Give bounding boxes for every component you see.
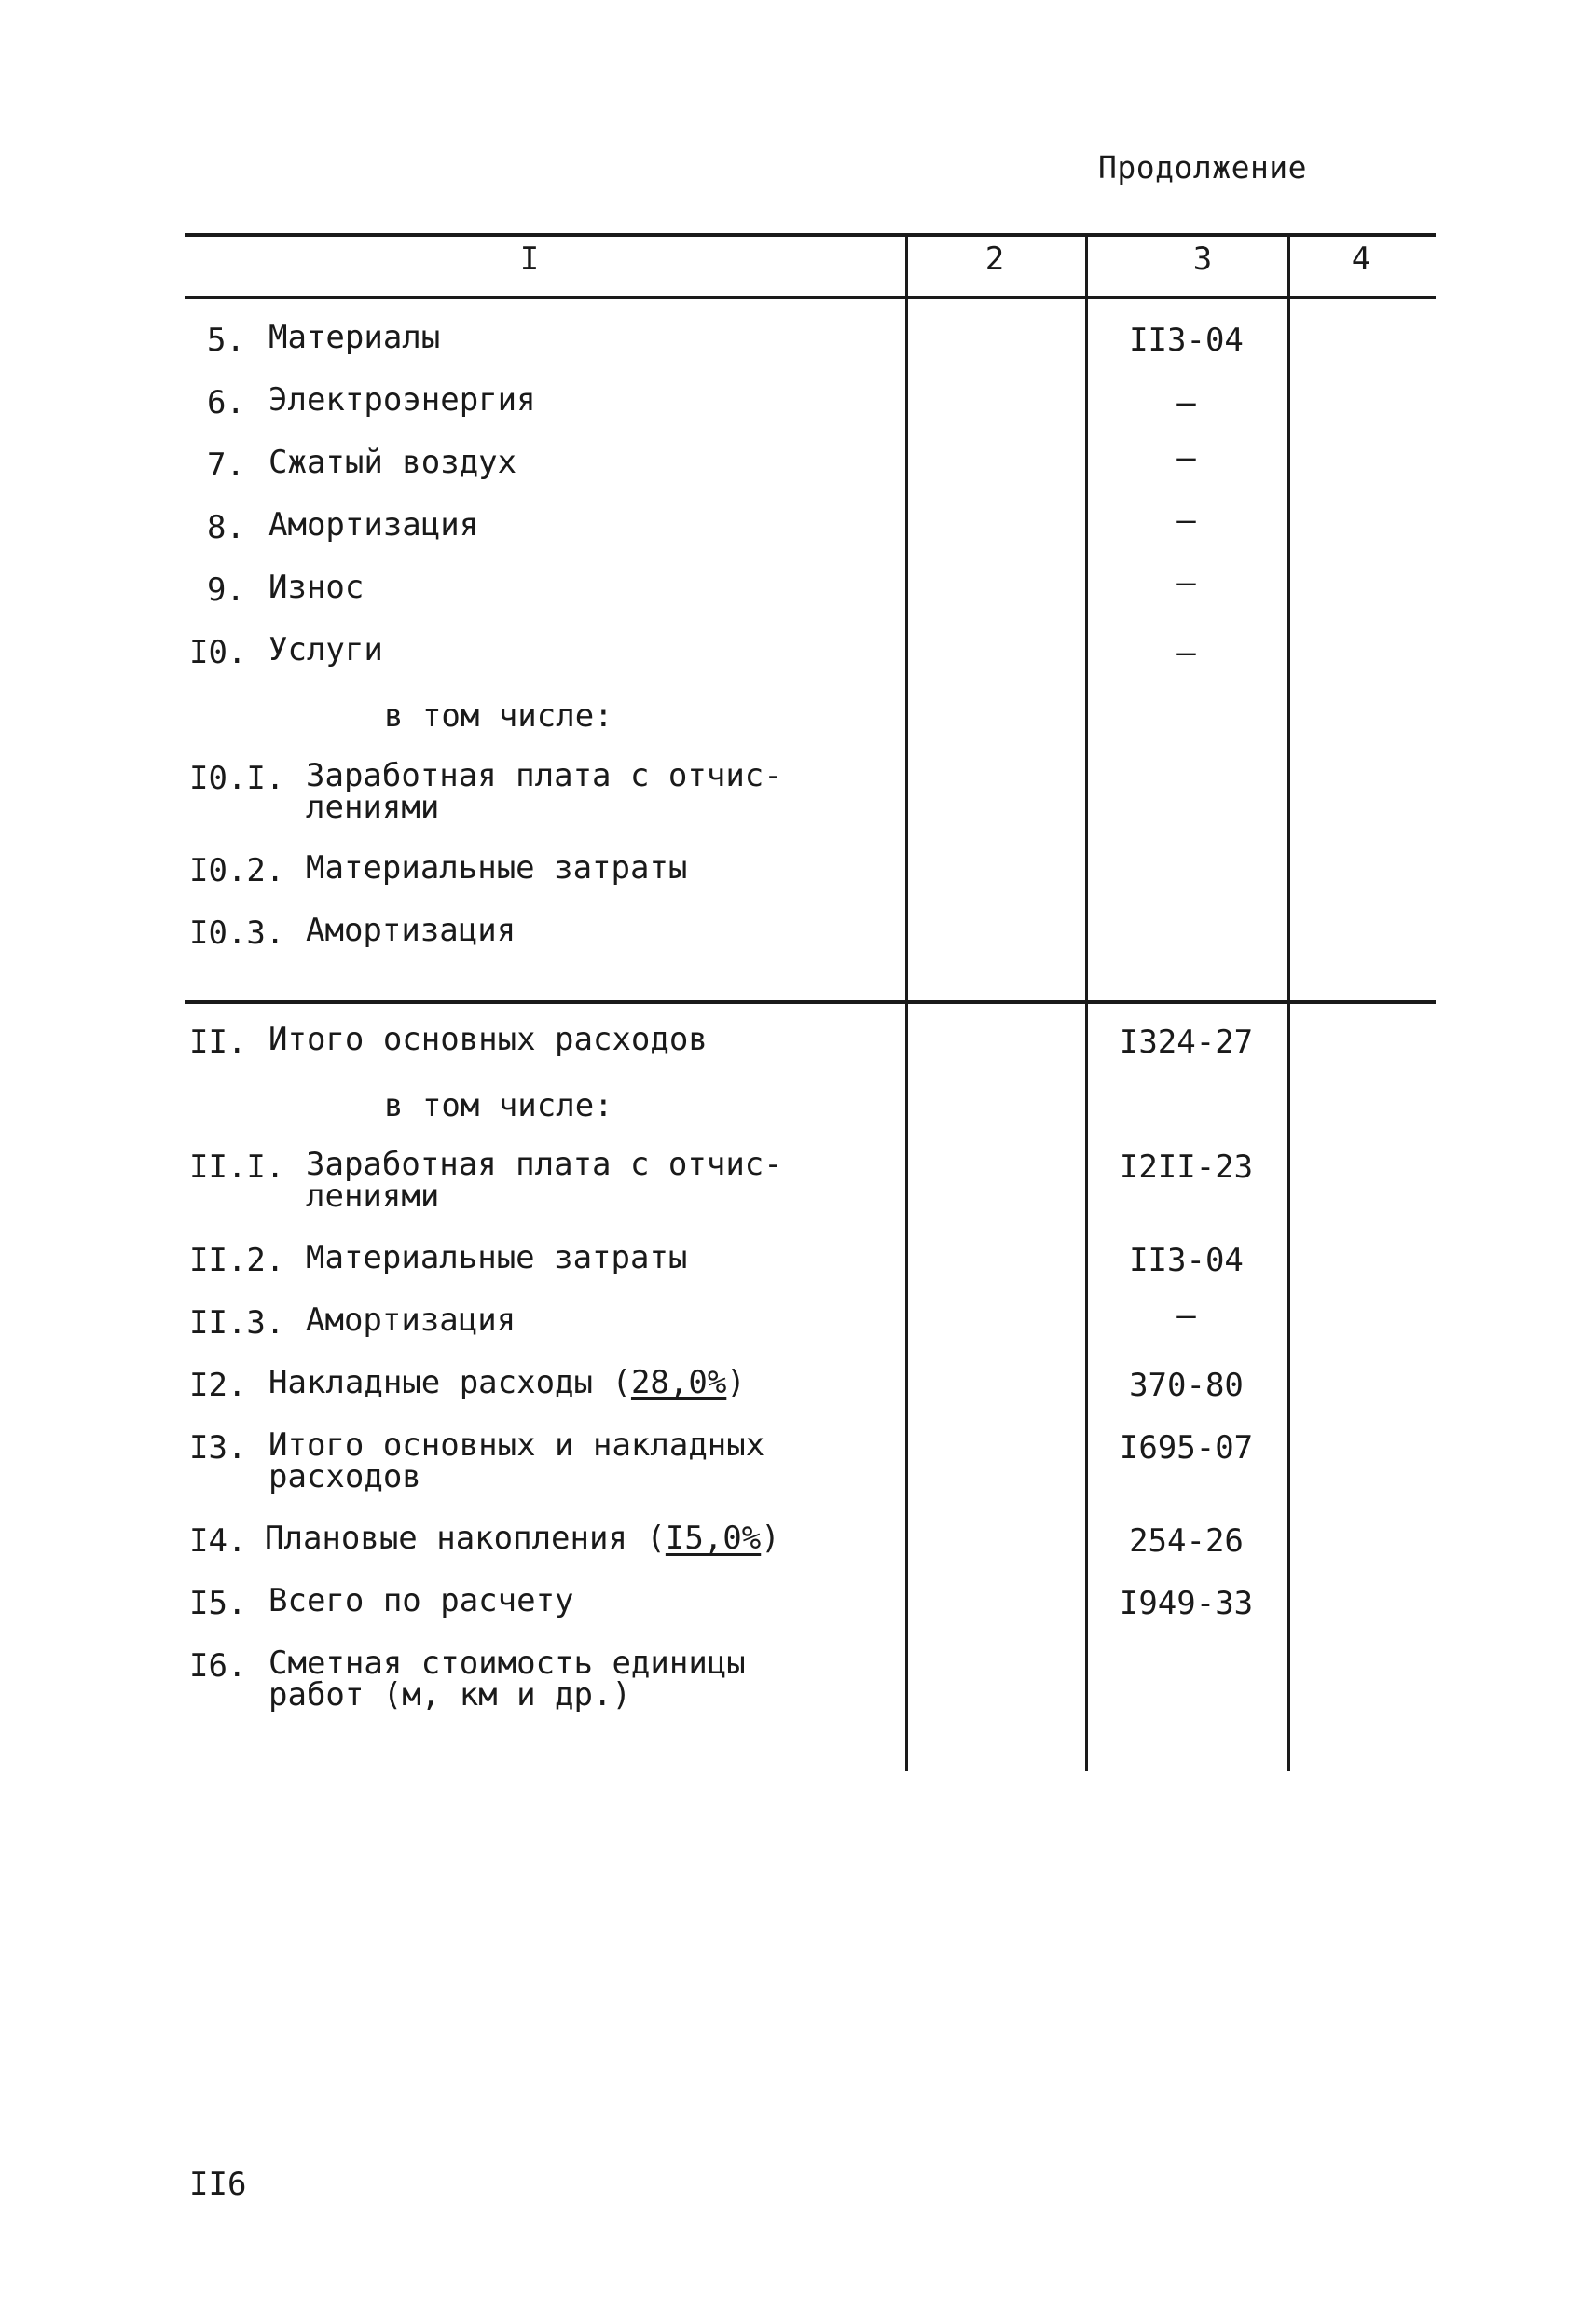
row-value: II3-04 [1129,1242,1244,1279]
row-label: Сжатый воздух [268,444,517,481]
row-number: II.3. [189,1304,285,1342]
row-number: I4. [189,1522,247,1560]
row-value: I324-27 [1119,1024,1254,1061]
row-label: Амортизация [268,506,479,544]
column-header-4: 4 [1351,241,1371,278]
continuation-label: Продолжение [1098,149,1308,186]
savings-percent: I5,0% [665,1520,762,1557]
table-top-border [185,233,1436,237]
row-value: I695-07 [1119,1429,1254,1466]
row-label [268,1364,902,1401]
row-label: Амортизация [306,912,516,949]
row-label: Материальные затраты [306,849,688,887]
row-number: I3. [189,1429,247,1466]
row-label-close: ) [761,1520,780,1557]
row-number: I0.I. [189,760,285,797]
row-label [265,1520,899,1557]
row-label: Итого основных расходов [268,1021,708,1058]
row-label: Сметная стоимость единицы работ (м, км и др.) [268,1645,746,1714]
row-label: Заработная плата с отчис- лениями [306,757,783,826]
row-value: — [1176,439,1196,476]
row-label: Услуги [268,631,383,668]
row-number: II.I. [189,1149,285,1186]
row-value: — [1176,384,1196,421]
row-label-text: Накладные расходы ( [268,1364,631,1401]
row-value: I949-33 [1119,1585,1254,1622]
row-label: Амортизация [306,1301,516,1339]
column-header-2: 2 [984,241,1005,278]
row-number: I5. [189,1585,247,1622]
row-label: Заработная плата с отчис- лениями [306,1146,783,1215]
row-label: Электроэнергия [268,381,536,419]
overhead-percent: 28,0% [630,1364,727,1401]
row-label: Итого основных и накладных расходов [268,1426,765,1495]
row-label: Материальные затраты [306,1239,688,1276]
row-number: I0.3. [189,915,285,952]
row-number: I2. [189,1367,247,1404]
row-label: Износ [268,569,365,606]
row-number: 7. [207,447,245,484]
row-label: Материалы [268,319,441,356]
row-value: — [1176,502,1196,539]
row-value: — [1176,1297,1196,1334]
row-value: 254-26 [1129,1522,1244,1560]
row-subheading: в том числе: [384,1087,613,1124]
row-number: 6. [207,384,245,421]
row-value: I2II-23 [1119,1149,1254,1186]
row-number: 8. [207,509,245,546]
row-value: 370-80 [1129,1367,1244,1404]
row-label-close: ) [726,1364,746,1401]
row-label: Всего по расчету [268,1582,574,1619]
row-number: 9. [207,571,245,609]
page-number: II6 [189,2166,247,2203]
column-divider-1 [905,233,908,1771]
row-value: — [1176,634,1196,671]
row-subheading: в том числе: [384,697,613,735]
table-header-border [185,296,1436,299]
row-value: II3-04 [1129,322,1244,359]
row-label-text: Плановые накопления ( [265,1520,666,1557]
column-divider-3 [1287,233,1290,1771]
row-number: I0.2. [189,852,285,889]
row-number: I0. [189,634,247,671]
row-number: II. [189,1024,247,1061]
row-value: — [1176,564,1196,601]
row-number: 5. [207,322,245,359]
column-header-3: 3 [1192,241,1213,278]
row-number: II.2. [189,1242,285,1279]
table-section-divider [185,1000,1436,1004]
row-number: I6. [189,1647,247,1685]
column-header-1: I [519,241,540,278]
